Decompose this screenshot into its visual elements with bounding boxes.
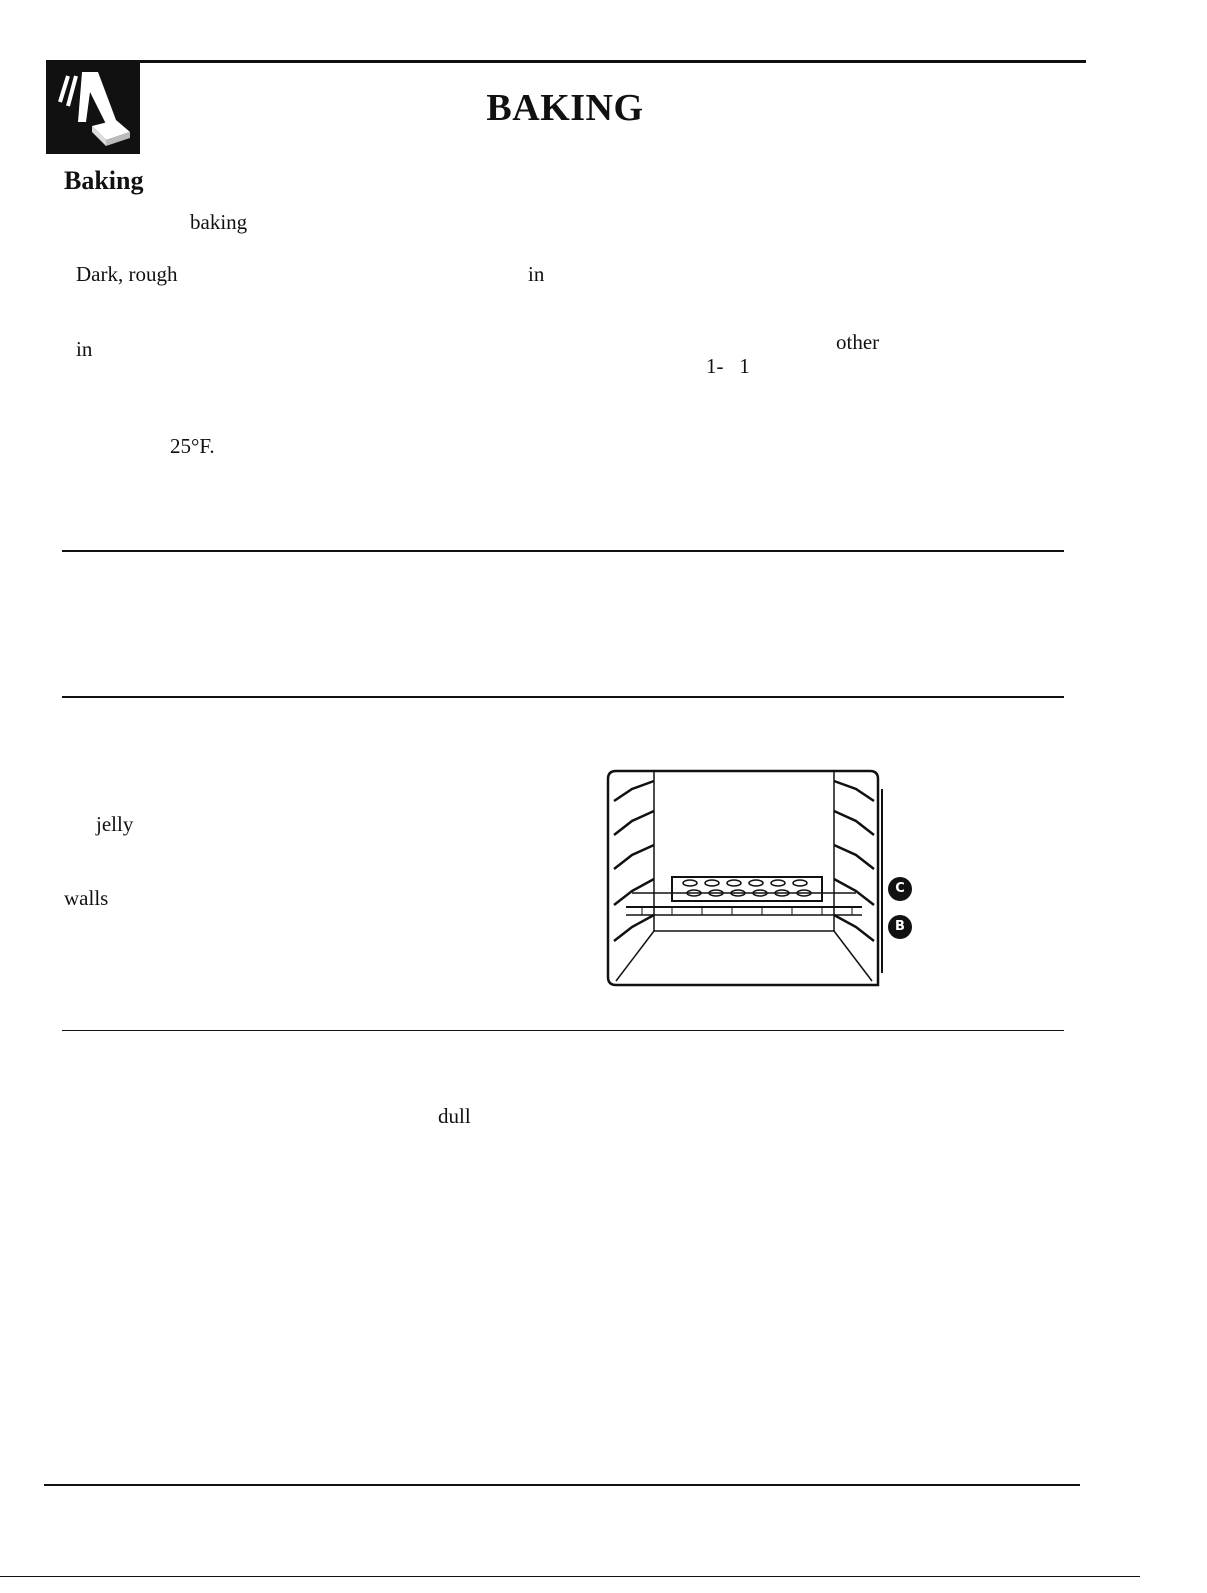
rack-position-label-b: B bbox=[888, 915, 912, 939]
divider-2 bbox=[62, 696, 1064, 698]
bottom-rule-1 bbox=[44, 1484, 1080, 1486]
bottom-rule-2 bbox=[0, 1576, 1140, 1577]
text-fragment-dark-rough: Dark, rough bbox=[76, 262, 178, 286]
oven-rack-illustration bbox=[602, 765, 892, 997]
text-fragment-walls: walls bbox=[64, 886, 109, 910]
divider-1 bbox=[62, 550, 1064, 552]
text-fragment-baking: baking bbox=[190, 210, 248, 234]
text-fragment-25f: 25°F. bbox=[170, 434, 215, 458]
divider-3 bbox=[62, 1030, 1064, 1031]
text-fragment-in-1: in bbox=[528, 262, 545, 286]
text-fragment-jelly: jelly bbox=[96, 812, 134, 836]
text-fragment-1-1: 1- 1 bbox=[706, 354, 750, 378]
section-heading: Baking bbox=[64, 166, 144, 195]
top-rule bbox=[46, 60, 1086, 63]
text-fragment-dull: dull bbox=[438, 1104, 471, 1128]
text-fragment-in-2: in bbox=[76, 337, 93, 361]
page-title: BAKING bbox=[486, 87, 644, 129]
rack-position-label-c: C bbox=[888, 877, 912, 901]
text-fragment-other: other bbox=[836, 330, 880, 354]
